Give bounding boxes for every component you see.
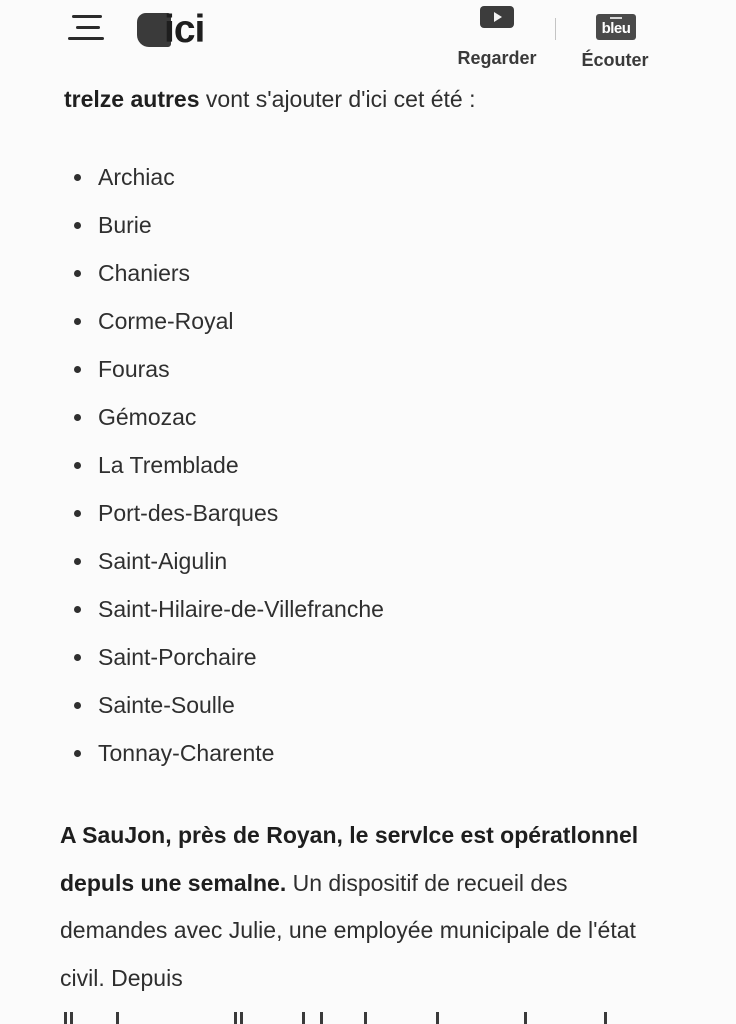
paragraph-text: Un dispositif de recueil des demandes avec Julie, une employée municipale de l'état civil. Depuis xyxy=(60,869,636,991)
france-bleu-icon xyxy=(596,14,636,40)
bullet xyxy=(74,462,81,469)
listen-button[interactable] xyxy=(570,0,660,76)
body-paragraph xyxy=(60,812,670,1002)
town-name: Tonnay-Charente xyxy=(98,740,275,766)
site-header xyxy=(0,0,736,80)
bullet xyxy=(74,222,81,229)
town-name: Corme-Royal xyxy=(98,308,234,334)
list-item xyxy=(0,304,384,352)
town-name: Saint-Aigulin xyxy=(98,548,228,574)
town-list xyxy=(0,160,384,784)
logo-text: ici xyxy=(164,8,205,51)
intro-sentence xyxy=(64,86,476,113)
list-item xyxy=(0,160,384,208)
radio-badge-text: bleu xyxy=(601,20,631,37)
bullet xyxy=(74,558,81,565)
town-name: Port-des-Barques xyxy=(98,500,279,526)
bullet xyxy=(74,174,81,181)
bullet xyxy=(74,270,81,277)
list-item xyxy=(0,208,384,256)
watch-label: Regarder xyxy=(457,48,537,68)
list-item xyxy=(0,736,384,784)
intro-bold: trelze autres xyxy=(64,86,200,112)
town-name: Burie xyxy=(98,212,152,238)
town-name: Saint-Porchaire xyxy=(98,644,257,670)
hamburger-menu-icon[interactable] xyxy=(68,12,106,42)
list-item xyxy=(0,448,384,496)
watch-button[interactable] xyxy=(448,0,546,76)
paragraph-lead: A SauJon, près de Royan, le servlce est opératlonnel depuls une semalne. xyxy=(60,822,639,896)
town-name: Sainte-Soulle xyxy=(98,692,235,718)
bullet xyxy=(74,606,81,613)
tv-play-icon xyxy=(478,6,516,36)
list-item xyxy=(0,640,384,688)
ici-logo[interactable] xyxy=(137,8,247,52)
list-item xyxy=(0,352,384,400)
bullet xyxy=(74,366,81,373)
bullet xyxy=(74,510,81,517)
list-item xyxy=(0,496,384,544)
intro-rest: vont s'ajouter d'ici cet été : xyxy=(199,86,476,112)
bullet xyxy=(74,654,81,661)
bullet xyxy=(74,702,81,709)
town-name: Fouras xyxy=(98,356,170,382)
town-name: Chaniers xyxy=(98,260,191,286)
list-item xyxy=(0,592,384,640)
bullet xyxy=(74,750,81,757)
list-item xyxy=(0,688,384,736)
town-name: Archiac xyxy=(98,164,175,190)
list-item xyxy=(0,256,384,304)
header-divider xyxy=(555,18,556,40)
town-name: Saint-Hilaire-de-Villefranche xyxy=(98,596,384,622)
town-name: Gémozac xyxy=(98,404,197,430)
bullet xyxy=(74,318,81,325)
bullet xyxy=(74,414,81,421)
clipped-text-line xyxy=(64,1012,624,1024)
list-item xyxy=(0,544,384,592)
listen-label: Écouter xyxy=(581,50,649,70)
list-item xyxy=(0,400,384,448)
town-name: La Tremblade xyxy=(98,452,239,478)
